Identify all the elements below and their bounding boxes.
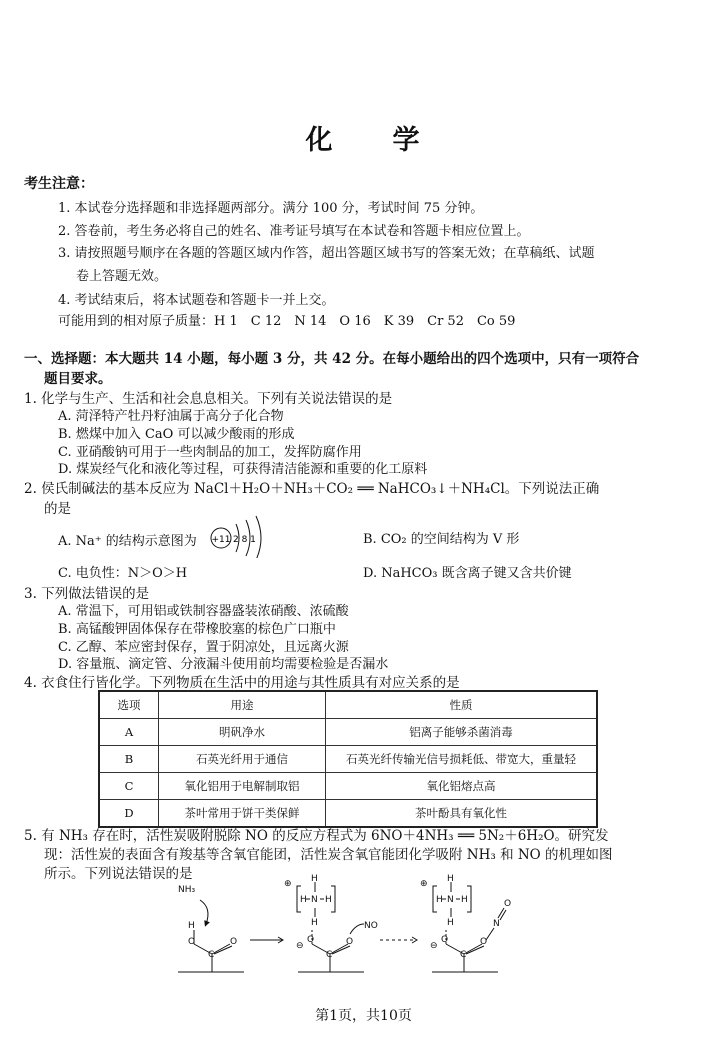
sodium-ion-structure-diagram: [208, 514, 270, 558]
q2-option-c: C. 电负性：N＞O＞H: [58, 566, 188, 581]
fig-label-o: O: [307, 935, 315, 945]
adsorption-mechanism-figure: [160, 872, 520, 984]
question-2-stem: 2. 侯氏制碱法的基本反应为 NaCl＋H₂O＋NH₃＋CO₂ ══ NaHCO₃↓＋NH₄Cl。下列说法正确: [24, 481, 600, 497]
fig-label-o: O: [480, 937, 488, 947]
fig-label-o: O: [188, 937, 196, 947]
q4-table: [98, 690, 598, 828]
q3-option-d: D. 容量瓶、滴定管、分液漏斗使用前均需要检验是否漏水: [58, 657, 389, 672]
q2-option-a: A. Na⁺ 的结构示意图为: [58, 534, 197, 549]
q2-option-d: D. NaHCO₃ 既含离子键又含共价键: [363, 566, 572, 581]
fig-label-plus: ⊕: [284, 879, 292, 889]
fig-label-no: NO: [364, 921, 378, 931]
table-cell: 茶叶常用于饼干类保鲜: [159, 800, 326, 828]
table-cell: A: [99, 719, 159, 746]
section-heading-cont: 题目要求。: [44, 371, 112, 387]
nucleus-charge: +11: [211, 535, 231, 545]
notice-item: 卷上答题无效。: [76, 269, 168, 284]
fig-label-o: O: [504, 899, 512, 909]
question-5-stem-cont: 所示。下列说法错误的是: [44, 866, 193, 882]
q3-option-b: B. 高锰酸钾固体保存在带橡胶塞的棕色广口瓶中: [58, 622, 336, 637]
fig-label-h: H: [461, 895, 468, 905]
q1-option-c: C. 亚硝酸钠可用于一些肉制品的加工，发挥防腐作用: [58, 445, 362, 460]
electron-shells: 2 8 1: [233, 535, 256, 545]
fig-label-c: C: [208, 950, 215, 960]
notice-item: 4. 考试结束后，将本试题卷和答题卡一并上交。: [58, 293, 335, 308]
table-header: 用途: [159, 691, 326, 719]
q1-option-a: A. 菏泽特产牡丹籽油属于高分子化合物: [58, 409, 284, 424]
q3-option-a: A. 常温下，可用铝或铁制容器盛装浓硝酸、浓硫酸: [58, 604, 349, 619]
page-title: 化 学: [305, 125, 422, 156]
table-cell: C: [99, 773, 159, 800]
question-1-stem: 1. 化学与生产、生活和社会息息相关。下列有关说法错误的是: [24, 391, 393, 407]
q1-option-b: B. 燃煤中加入 CaO 可以减少酸雨的形成: [58, 427, 295, 442]
table-cell: 石英光纤传输光信号损耗低、带宽大，重量轻: [326, 746, 598, 773]
atomic-mass-line: 可能用到的相对原子质量：H 1 C 12 N 14 O 16 K 39 Cr 52 Co 59: [58, 314, 516, 329]
table-row: [99, 746, 597, 773]
q3-option-c: C. 乙醇、苯应密封保存，置于阴凉处，且远离火源: [58, 640, 349, 655]
table-header: 性质: [326, 691, 598, 719]
table-cell: D: [99, 800, 159, 828]
fig-label-n: N: [493, 919, 500, 929]
table-cell: 铝离子能够杀菌消毒: [326, 719, 598, 746]
fig-label-o: O: [346, 937, 354, 947]
fig-label-h: H: [311, 874, 318, 884]
fig-label-o: O: [230, 937, 238, 947]
fig-label-h: H: [311, 918, 318, 928]
fig-label-minus: ⊖: [296, 941, 304, 951]
fig-label-c: C: [326, 950, 333, 960]
question-4-stem: 4. 衣食住行皆化学。下列物质在生活中的用途与其性质具有对应关系的是: [24, 675, 460, 691]
table-cell: 茶叶酚具有氧化性: [326, 800, 598, 828]
fig-label-plus: ⊕: [420, 879, 428, 889]
question-3-stem: 3. 下列做法错误的是: [24, 586, 150, 602]
notice-item: 3. 请按照题号顺序在各题的答题区域内作答，超出答题区域书写的答案无效；在草稿纸、试题: [58, 246, 595, 261]
fig-label-h: H: [188, 921, 195, 931]
section-heading: 一、选择题：本大题共 14 小题，每小题 3 分，共 42 分。在每小题给出的四个选项中，只有一项符合: [24, 351, 640, 367]
q2-option-b: B. CO₂ 的空间结构为 V 形: [363, 532, 520, 547]
notice-item: 2. 答卷前，考生务必将自己的姓名、准考证号填写在本试卷和答题卡相应位置上。: [58, 224, 530, 239]
table-row: [99, 719, 597, 746]
table-header-row: [99, 691, 597, 719]
table-cell: 氧化铝用于电解制取铝: [159, 773, 326, 800]
table-row: [99, 800, 597, 828]
fig-label-h: H: [300, 895, 307, 905]
notice-heading: 考生注意：: [24, 176, 94, 192]
table-cell: 明矾净水: [159, 719, 326, 746]
fig-label-minus: ⊖: [430, 941, 438, 951]
fig-label-n: N: [311, 895, 318, 905]
table-row: [99, 773, 597, 800]
fig-label-n: N: [447, 895, 454, 905]
fig-label-h: H: [325, 895, 332, 905]
table-cell: 石英光纤用于通信: [159, 746, 326, 773]
question-5-stem-cont: 现：活性炭的表面含有羧基等含氧官能团，活性炭含氧官能团化学吸附 NH₃ 和 NO 的机理如图: [44, 847, 613, 863]
fig-label-nh3: NH₃: [178, 885, 196, 895]
fig-label-h: H: [436, 895, 443, 905]
fig-label-o: O: [441, 935, 449, 945]
fig-label-c: C: [460, 950, 467, 960]
page-footer: 第1页，共10页: [315, 1008, 412, 1024]
question-5-stem: 5. 有 NH₃ 存在时，活性炭吸附脱除 NO 的反应方程式为 6NO＋4NH₃ ══ 5N₂＋6H₂O。研究发: [24, 828, 609, 844]
fig-label-h: H: [447, 874, 454, 884]
table-header: 选项: [99, 691, 159, 719]
q1-option-d: D. 煤炭经气化和液化等过程，可获得清洁能源和重要的化工原料: [58, 462, 428, 477]
question-2-stem-cont: 的是: [44, 501, 71, 517]
table-cell: 氧化铝熔点高: [326, 773, 598, 800]
fig-label-h: H: [447, 918, 454, 928]
table-cell: B: [99, 746, 159, 773]
notice-item: 1. 本试卷分选择题和非选择题两部分。满分 100 分，考试时间 75 分钟。: [58, 201, 484, 216]
